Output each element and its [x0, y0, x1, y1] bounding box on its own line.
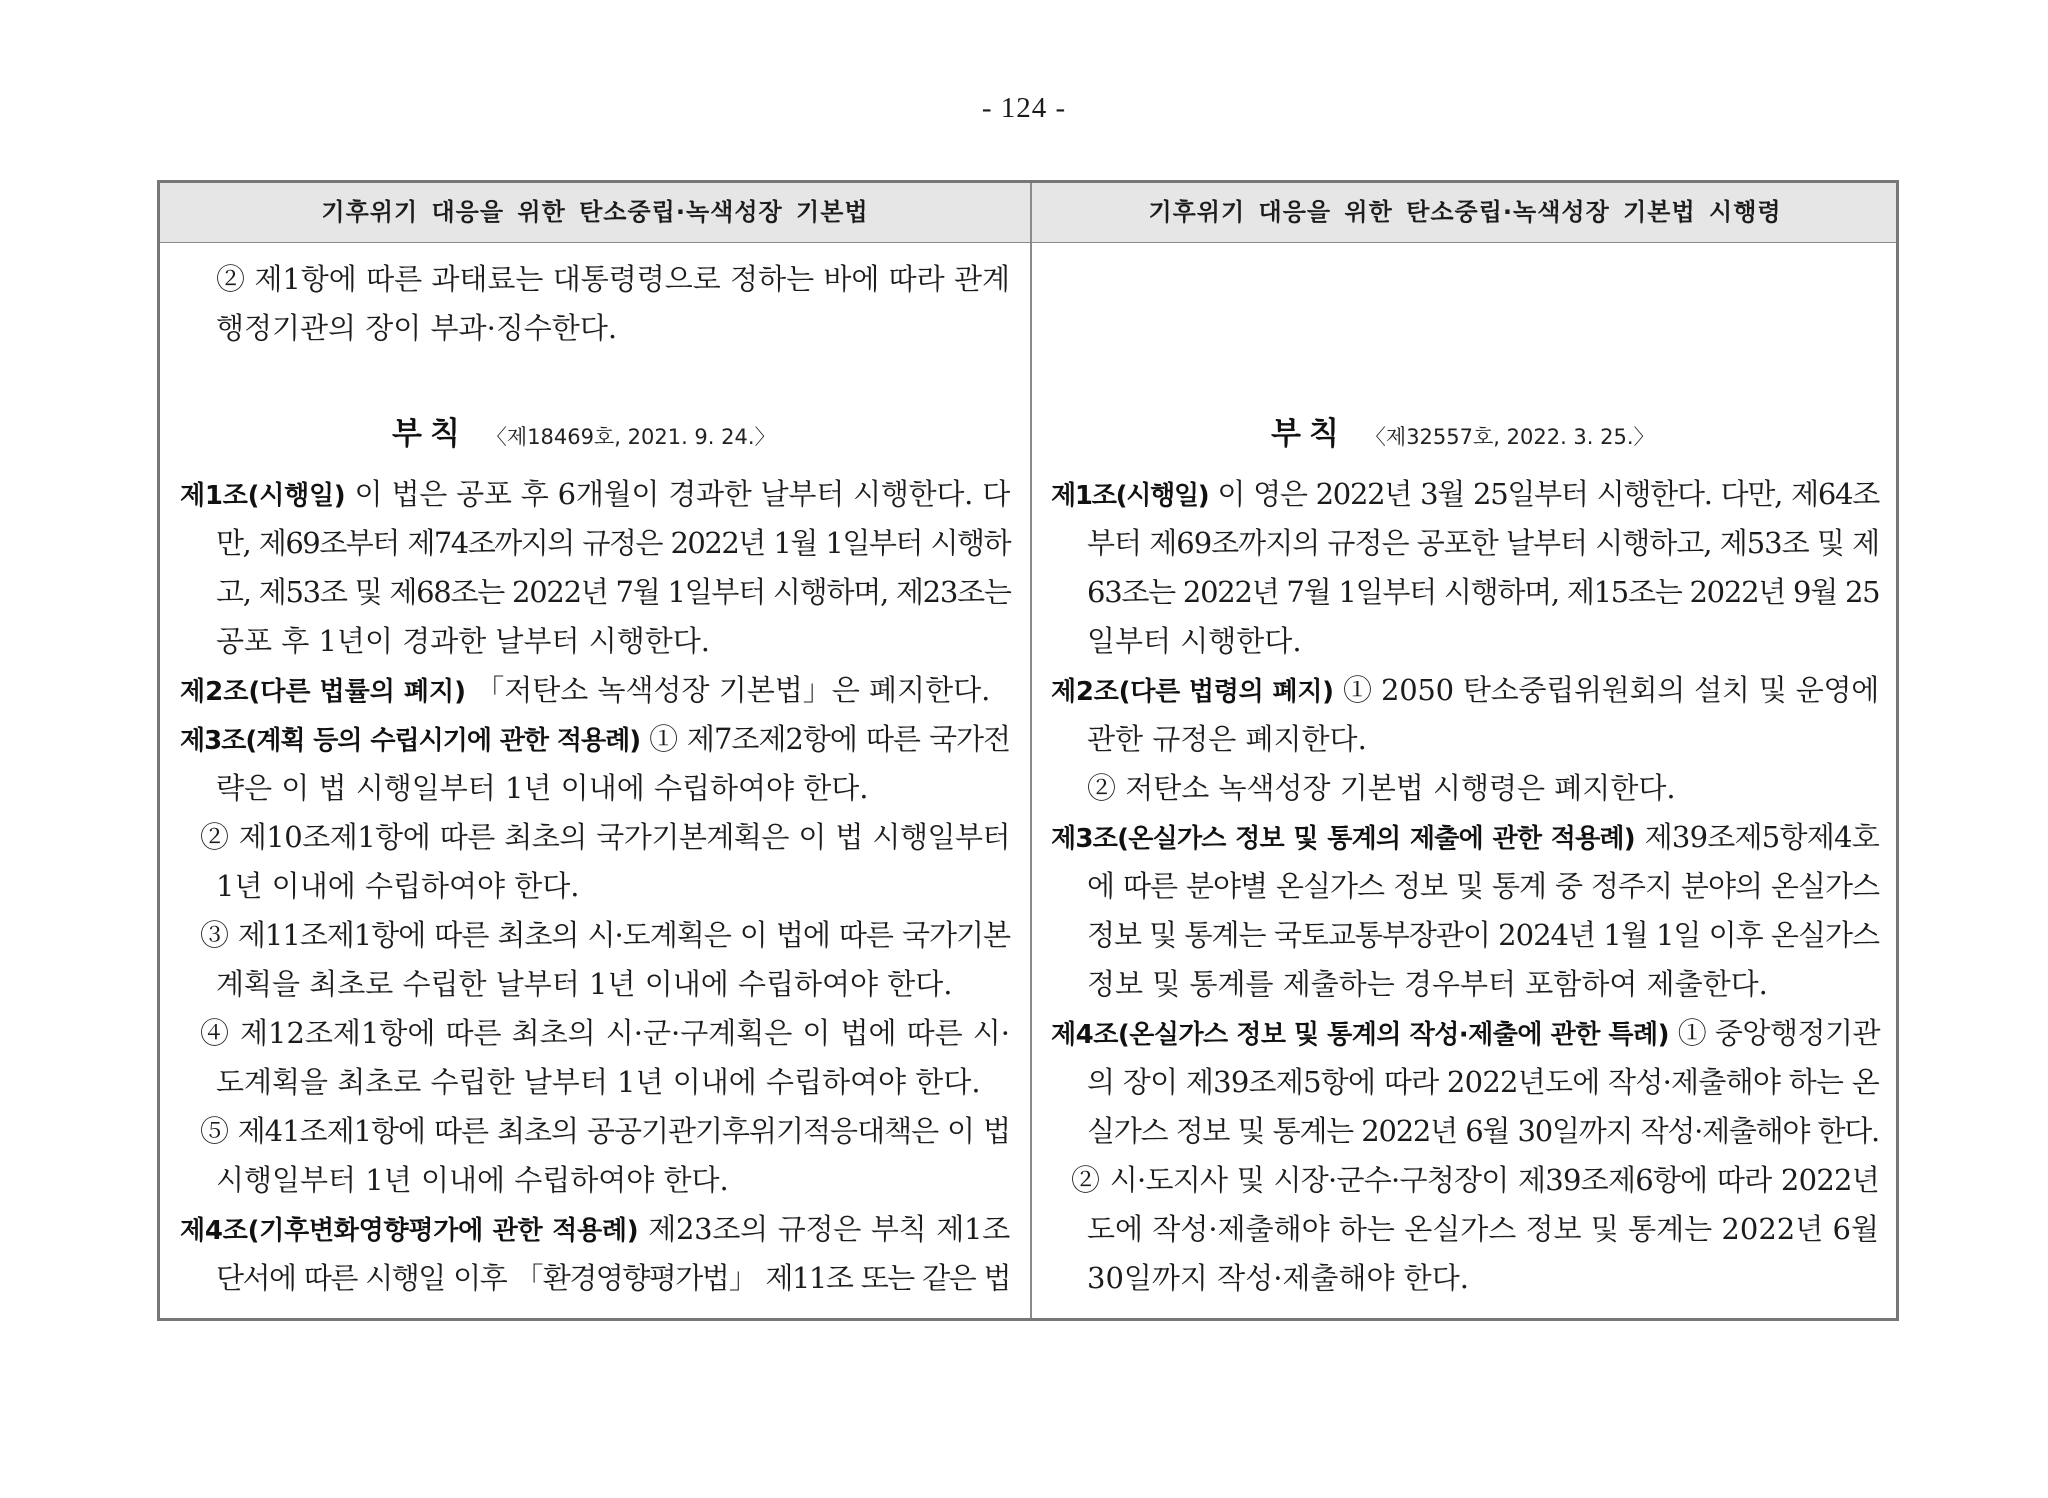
article-title: 제1조(시행일)	[1051, 481, 1209, 511]
act-column	[160, 243, 1030, 1318]
decree-article-2-line	[1051, 666, 1879, 715]
act-article-4-line: 단서에 따른 시행일 이후 「환경영향평가법」 제11조 또는 같은 법	[216, 1261, 1010, 1295]
act-article-3-line: ③ 제11조제1항에 따른 최초의 시·도계획은 이 법에 따른 국가기본	[200, 918, 1010, 952]
addenda-reference: 〈제32557호, 2022. 3. 25.〉	[1364, 425, 1655, 449]
article-title: 제2조(다른 법령의 폐지)	[1051, 677, 1334, 707]
article-text: 제39조제5항제4호	[1634, 820, 1879, 854]
article-title: 제4조(온실가스 정보 및 통계의 작성·제출에 관한 특례)	[1051, 1020, 1669, 1050]
act-article-3-line: ④ 제12조제1항에 따른 최초의 시·군·구계획은 이 법에 따른 시·	[200, 1016, 1010, 1050]
page-number: - 124 -	[981, 92, 1067, 124]
decree-article-3-line: 정보 및 통계는 국토교통부장관이 2024년 1월 1일 이후 온실가스	[1087, 918, 1879, 952]
article-text: 이 법은 공포 후 6개월이 경과한 날부터 시행한다. 다	[345, 477, 1010, 511]
decree-column	[1031, 243, 1899, 1318]
article-title: 제4조(기후변화영향평가에 관한 적용례)	[180, 1216, 639, 1246]
decree-article-3-line: 에 따른 분야별 온실가스 정보 및 통계 중 정주지 분야의 온실가스	[1087, 869, 1879, 903]
decree-article-3-line	[1051, 813, 1879, 862]
act-article-1-line	[180, 470, 1010, 519]
header-enforcement-decree: 기후위기 대응을 위한 탄소중립·녹색성장 기본법 시행령	[1148, 198, 1782, 226]
decree-article-4-line: 실가스 정보 및 통계는 2022년 6월 30일까지 작성·제출해야 한다.	[1087, 1114, 1879, 1148]
act-addenda-heading	[392, 410, 776, 459]
article-text: 제23조의 규정은 부칙 제1조	[638, 1212, 1010, 1246]
act-article-1-line: 공포 후 1년이 경과한 날부터 시행한다.	[216, 624, 710, 658]
addenda-title: 부칙	[1271, 416, 1347, 452]
act-article-3-line: 계획을 최초로 수립한 날부터 1년 이내에 수립하여야 한다.	[216, 967, 953, 1001]
decree-article-4-line: 도에 작성·제출해야 하는 온실가스 정보 및 통계는 2022년 6월	[1087, 1212, 1879, 1246]
header-act: 기후위기 대응을 위한 탄소중립·녹색성장 기본법	[321, 198, 869, 226]
decree-article-1-line: 일부터 시행한다.	[1087, 624, 1302, 658]
decree-article-4-line	[1051, 1009, 1879, 1058]
article-text: ① 중앙행정기관	[1668, 1016, 1881, 1050]
act-article-3-line: ⑤ 제41조제1항에 따른 최초의 공공기관기후위기적응대책은 이 법	[200, 1114, 1010, 1148]
table-header-row	[160, 183, 1896, 243]
decree-article-1-line: 부터 제69조까지의 규정은 공포한 날부터 시행하고, 제53조 및 제	[1087, 526, 1880, 560]
act-article-3-line: 1년 이내에 수립하여야 한다.	[216, 869, 580, 903]
article-text: ① 2050 탄소중립위원회의 설치 및 운영에	[1333, 673, 1879, 707]
act-intro-line: 행정기관의 장이 부과·징수한다.	[216, 311, 618, 345]
act-article-3-line	[180, 715, 1010, 764]
decree-addenda-heading	[1271, 410, 1655, 459]
decree-article-2-line: ② 저탄소 녹색성장 기본법 시행령은 폐지한다.	[1087, 771, 1676, 805]
addenda-reference: 〈제18469호, 2021. 9. 24.〉	[485, 425, 776, 449]
article-title: 제1조(시행일)	[180, 481, 346, 511]
comparison-table	[157, 180, 1899, 1321]
act-article-1-line: 만, 제69조부터 제74조까지의 규정은 2022년 1월 1일부터 시행하	[216, 526, 1010, 560]
decree-article-1-line: 63조는 2022년 7월 1일부터 시행하며, 제15조는 2022년 9월 25	[1087, 575, 1880, 609]
addenda-title: 부칙	[392, 416, 468, 452]
act-article-3-line: 시행일부터 1년 이내에 수립하여야 한다.	[216, 1163, 729, 1197]
article-title: 제3조(온실가스 정보 및 통계의 제출에 관한 적용례)	[1051, 824, 1635, 854]
act-intro-line: ② 제1항에 따른 과태료는 대통령령으로 정하는 바에 따라 관계	[216, 262, 1010, 296]
article-title: 제2조(다른 법률의 폐지)	[180, 677, 467, 707]
act-article-2-line	[180, 666, 1010, 715]
article-title: 제3조(계획 등의 수립시기에 관한 적용례)	[180, 726, 641, 756]
decree-article-4-line: 의 장이 제39조제5항에 따라 2022년도에 작성·제출해야 하는 온	[1087, 1065, 1879, 1099]
act-article-3-line: 도계획을 최초로 수립한 날부터 1년 이내에 수립하여야 한다.	[216, 1065, 981, 1099]
decree-article-3-line: 정보 및 통계를 제출하는 경우부터 포함하여 제출한다.	[1087, 967, 1768, 1001]
act-article-3-line: 략은 이 법 시행일부터 1년 이내에 수립하여야 한다.	[216, 771, 869, 805]
article-text: ① 제7조제2항에 따른 국가전	[640, 722, 1010, 756]
act-article-4-line	[180, 1205, 1010, 1254]
article-text: 「저탄소 녹색성장 기본법」은 폐지한다.	[466, 673, 991, 707]
decree-article-4-line: 30일까지 작성·제출해야 한다.	[1087, 1261, 1469, 1295]
decree-article-2-line: 관한 규정은 폐지한다.	[1087, 722, 1367, 756]
article-text: 이 영은 2022년 3월 25일부터 시행한다. 다만, 제64조	[1208, 477, 1879, 511]
act-article-1-line: 고, 제53조 및 제68조는 2022년 7월 1일부터 시행하며, 제23조는	[216, 575, 1011, 609]
act-article-3-line: ② 제10조제1항에 따른 최초의 국가기본계획은 이 법 시행일부터	[200, 820, 1010, 854]
decree-article-4-line: ② 시·도지사 및 시장·군수·구청장이 제39조제6항에 따라 2022년	[1071, 1163, 1879, 1197]
decree-article-1-line	[1051, 470, 1879, 519]
